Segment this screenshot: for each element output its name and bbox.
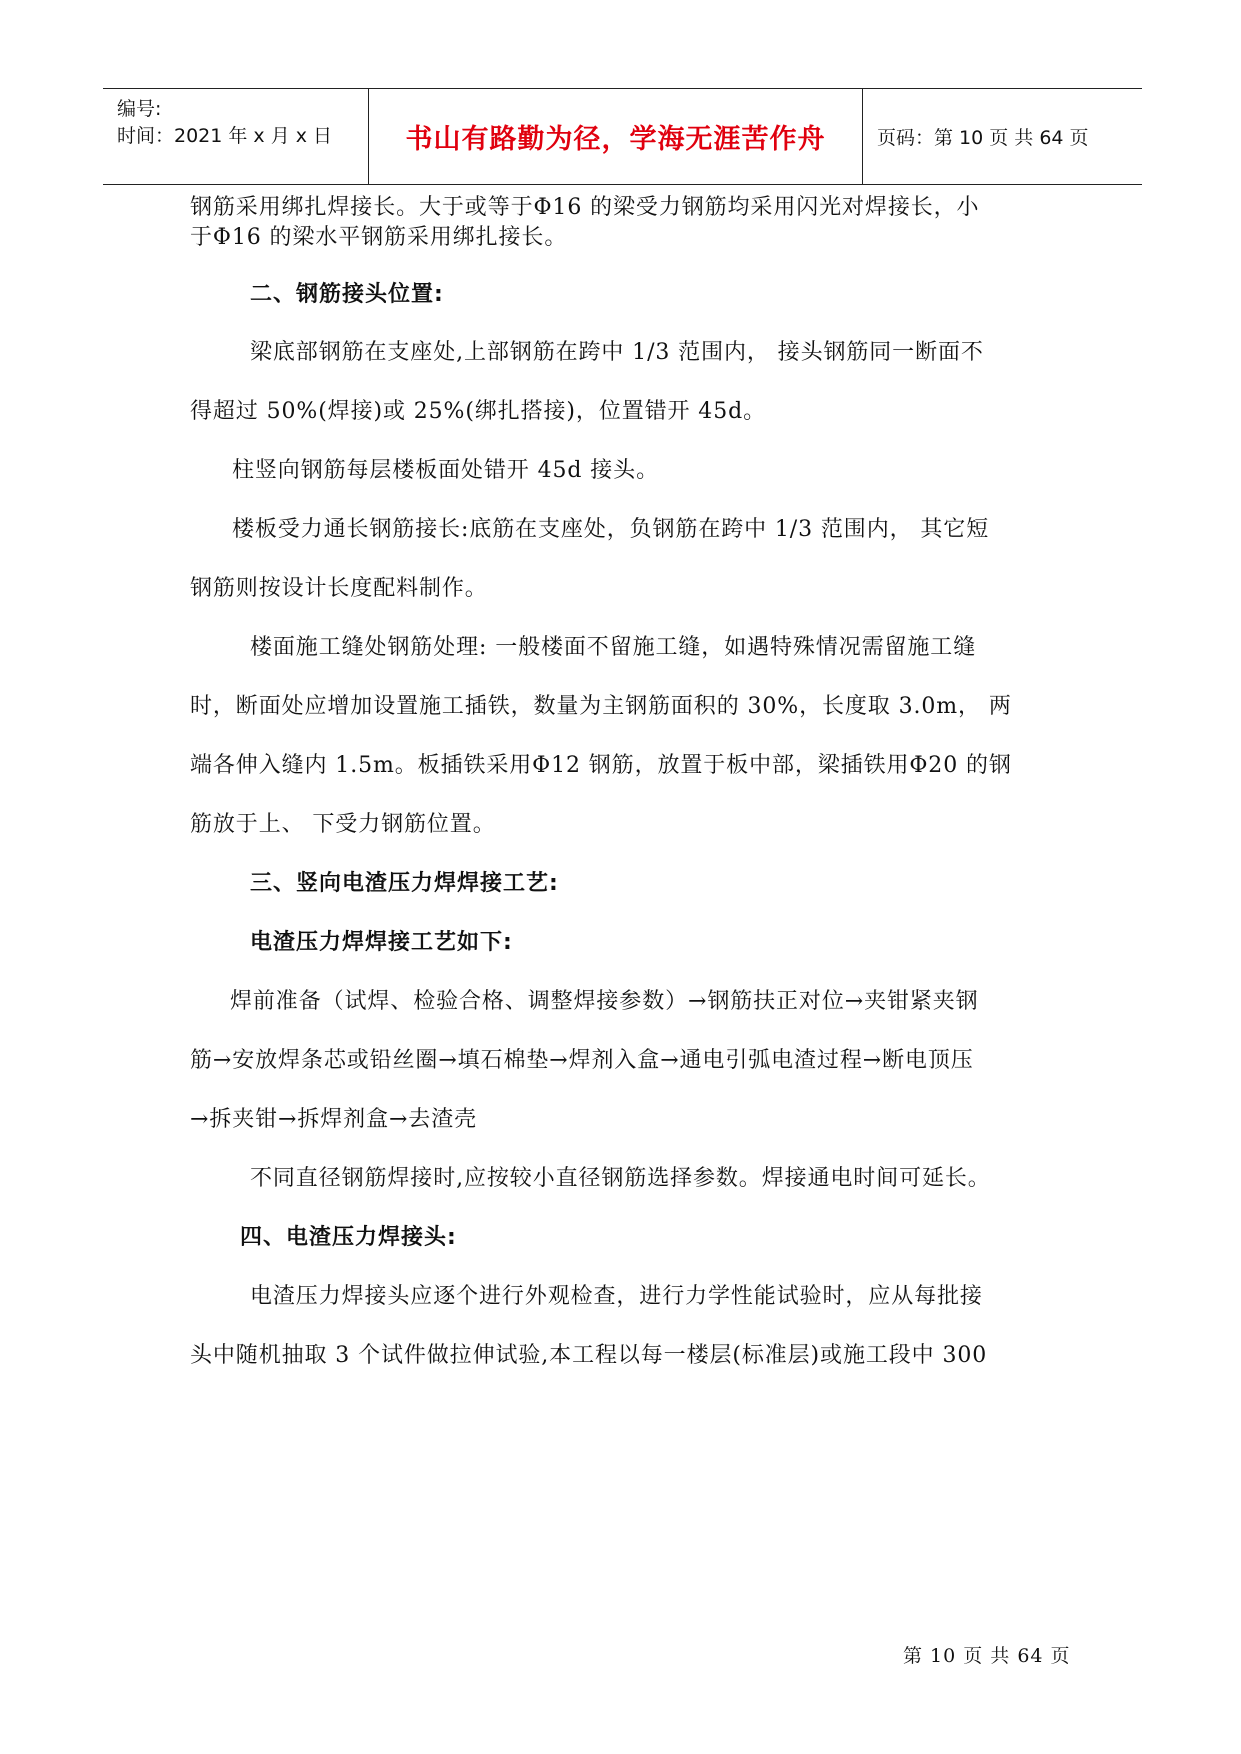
page-header bbox=[103, 88, 1142, 185]
body-text-line: 得超过 50%(焊接)或 25%(绑扎搭接)，位置错开 45d。 bbox=[190, 399, 766, 424]
body-text-line: 钢筋采用绑扎焊接长。大于或等于Φ16 的梁受力钢筋均采用闪光对焊接长，小 bbox=[190, 195, 980, 220]
section-heading: 四、电渣压力焊接头: bbox=[240, 1225, 457, 1250]
footer-page-number: 第 10 页 共 64 页 bbox=[903, 1645, 1071, 1667]
body-text-line: 筋放于上、 下受力钢筋位置。 bbox=[190, 812, 496, 837]
body-text-line: 柱竖向钢筋每层楼板面处错开 45d 接头。 bbox=[232, 458, 659, 483]
document-date: 时间：2021 年 x 月 x 日 bbox=[117, 125, 333, 147]
header-meta bbox=[103, 89, 368, 184]
header-page-code: 页码：第 10 页 共 64 页 bbox=[877, 127, 1089, 149]
body-text-line: 楼板受力通长钢筋接长:底筋在支座处，负钢筋在跨中 1/3 范围内， 其它短 bbox=[232, 517, 990, 542]
header-page-cell bbox=[863, 89, 1142, 184]
body-text-line: 焊前准备（试焊、检验合格、调整焊接参数）→钢筋扶正对位→夹钳紧夹钢 bbox=[230, 989, 979, 1014]
subsection-heading: 电渣压力焊焊接工艺如下: bbox=[250, 930, 513, 955]
section-heading: 三、竖向电渣压力焊焊接工艺: bbox=[250, 871, 559, 896]
body-text-line: →拆夹钳→拆焊剂盒→去渣壳 bbox=[190, 1107, 478, 1132]
body-text-line: 楼面施工缝处钢筋处理: 一般楼面不留施工缝，如遇特殊情况需留施工缝 bbox=[250, 635, 977, 660]
header-motto: 书山有路勤为径，学海无涯苦作舟 bbox=[405, 124, 826, 155]
body-text-line: 钢筋则按设计长度配料制作。 bbox=[190, 576, 488, 601]
header-motto-cell bbox=[368, 89, 863, 184]
body-text-line: 时，断面处应增加设置施工插铁，数量为主钢筋面积的 30%，长度取 3.0m， 两 bbox=[190, 694, 1012, 719]
body-text-line: 于Φ16 的梁水平钢筋采用绑扎接长。 bbox=[190, 225, 568, 250]
body-text-line: 梁底部钢筋在支座处,上部钢筋在跨中 1/3 范围内， 接头钢筋同一断面不 bbox=[250, 340, 984, 365]
body-text-line: 不同直径钢筋焊接时,应按较小直径钢筋选择参数。焊接通电时间可延长。 bbox=[250, 1166, 991, 1191]
serial-number-label: 编号: bbox=[117, 98, 162, 120]
body-text-line: 头中随机抽取 3 个试件做拉伸试验,本工程以每一楼层(标准层)或施工段中 300 bbox=[190, 1343, 988, 1368]
section-heading: 二、钢筋接头位置: bbox=[250, 282, 444, 307]
body-text-line: 电渣压力焊接头应逐个进行外观检查，进行力学性能试验时，应从每批接 bbox=[250, 1284, 983, 1309]
body-text-line: 端各伸入缝内 1.5m。板插铁采用Φ12 钢筋，放置于板中部，梁插铁用Φ20 的钢 bbox=[190, 753, 1012, 778]
body-text-line: 筋→安放焊条芯或铅丝圈→填石棉垫→焊剂入盒→通电引弧电渣过程→断电顶压 bbox=[190, 1048, 974, 1073]
